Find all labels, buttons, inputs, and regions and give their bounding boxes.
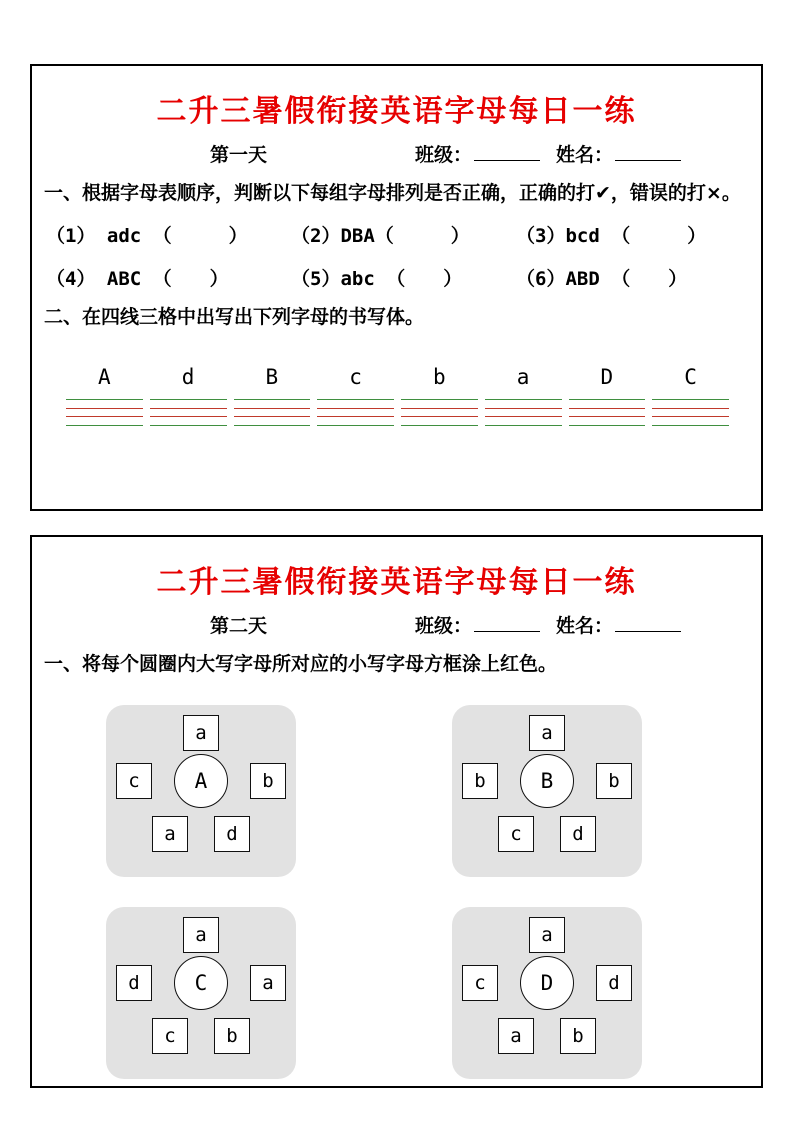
copy-letter: A (98, 364, 111, 389)
copy-column (150, 365, 227, 426)
writing-grid (401, 399, 478, 426)
copy-letter: C (684, 364, 697, 389)
task1-instruction: 一、将每个圆圈内大写字母所对应的小写字母方框涂上红色。 (44, 653, 558, 675)
writing-line (150, 416, 227, 417)
writing-line (317, 408, 394, 409)
writing-line (652, 399, 729, 400)
sheet-title: 二升三暑假衔接英语字母每日一练 (156, 565, 637, 600)
option-square: a (498, 1018, 534, 1054)
option-square: c (498, 816, 534, 852)
writing-grid (652, 399, 729, 426)
name-label: 姓名： (556, 615, 614, 637)
writing-line (234, 399, 311, 400)
name-blank (615, 615, 681, 632)
writing-line (317, 399, 394, 400)
writing-line (569, 416, 646, 417)
option-square: b (214, 1018, 250, 1054)
writing-line (150, 425, 227, 426)
writing-line (234, 408, 311, 409)
name-label: 姓名： (556, 144, 614, 166)
writing-grid (485, 399, 562, 426)
writing-line (401, 408, 478, 409)
writing-line (401, 425, 478, 426)
writing-line (66, 425, 143, 426)
writing-line (485, 425, 562, 426)
panel-bottom-row (498, 1018, 596, 1054)
writing-line (234, 425, 311, 426)
center-letter-circle: A (174, 754, 228, 808)
judge-item: （5）abc （ ） (291, 268, 463, 291)
subtitle-row (38, 611, 755, 638)
letter-panel-d (452, 907, 642, 1079)
panel-middle-row (452, 754, 642, 808)
option-square: a (529, 917, 565, 953)
writing-line (401, 416, 478, 417)
judge-item: （3）bcd （ ） (516, 225, 707, 248)
option-square: a (183, 715, 219, 751)
option-square: b (250, 763, 286, 799)
class-label: 班级： (415, 615, 473, 637)
writing-grid (150, 399, 227, 426)
writing-line (485, 408, 562, 409)
option-square: c (152, 1018, 188, 1054)
class-blank (474, 144, 540, 161)
writing-line (485, 399, 562, 400)
copy-letter: B (265, 364, 279, 389)
writing-line (150, 408, 227, 409)
judge-item: （1） adc （ ） (46, 225, 248, 248)
writing-line (569, 399, 646, 400)
judge-item: （6）ABD （ ） (516, 268, 688, 291)
option-square: b (462, 763, 498, 799)
option-square: d (214, 816, 250, 852)
panel-bottom-row (152, 816, 250, 852)
option-square: a (250, 965, 286, 1001)
task2-instruction: 二、在四线三格中出写出下列字母的书写体。 (44, 306, 425, 329)
worksheet-day2 (30, 535, 763, 1088)
option-square: a (152, 816, 188, 852)
judge-item: （4） ABC （ ） (46, 268, 229, 291)
writing-line (66, 408, 143, 409)
writing-grid (66, 399, 143, 426)
option-square: d (116, 965, 152, 1001)
day-label: 第一天 (210, 144, 268, 166)
writing-line (569, 425, 646, 426)
center-letter-circle: D (520, 956, 574, 1010)
writing-grid (234, 399, 311, 426)
judge-item: （2）DBA（ ） (291, 225, 470, 248)
day-label: 第二天 (210, 615, 268, 637)
letter-panel-b (452, 705, 642, 877)
copy-letter: c (349, 364, 362, 389)
center-letter-circle: B (520, 754, 574, 808)
writing-line (652, 416, 729, 417)
judge-items (46, 221, 755, 291)
option-square: c (462, 965, 498, 1001)
writing-line (150, 399, 227, 400)
copy-letter: d (181, 364, 195, 389)
writing-line (317, 416, 394, 417)
copy-letter: D (600, 364, 614, 389)
class-blank (474, 615, 540, 632)
panel-middle-row (106, 754, 296, 808)
name-blank (615, 144, 681, 161)
worksheet-day1 (30, 64, 763, 511)
copy-column (317, 365, 394, 426)
writing-line (401, 399, 478, 400)
option-square: a (529, 715, 565, 751)
writing-line (234, 416, 311, 417)
copy-column (485, 365, 562, 426)
writing-line (317, 425, 394, 426)
subtitle-row (38, 140, 755, 167)
center-letter-circle: C (174, 956, 228, 1010)
writing-line (66, 416, 143, 417)
copy-column (234, 365, 311, 426)
copy-letter: b (433, 364, 446, 389)
panel-middle-row (452, 956, 642, 1010)
letter-panel-a (106, 705, 296, 877)
option-square: b (596, 763, 632, 799)
writing-grid (569, 399, 646, 426)
class-label: 班级： (415, 144, 473, 166)
letter-panels (38, 705, 755, 1079)
panel-bottom-row (152, 1018, 250, 1054)
class-field (415, 611, 540, 638)
copy-letter: a (516, 364, 530, 389)
name-field (556, 140, 681, 167)
option-square: b (560, 1018, 596, 1054)
option-square: c (116, 763, 152, 799)
panel-middle-row (106, 956, 296, 1010)
task1-instruction: 一、根据字母表顺序，判断以下每组字母排列是否正确，正确的打✔，错误的打×。 (44, 182, 741, 204)
panel-bottom-row (498, 816, 596, 852)
writing-line (652, 425, 729, 426)
copy-area (66, 365, 729, 426)
class-field (415, 140, 540, 167)
letter-panel-c (106, 907, 296, 1079)
writing-line (652, 408, 729, 409)
writing-line (569, 408, 646, 409)
copy-column (66, 365, 143, 426)
copy-column (652, 365, 729, 426)
copy-column (569, 365, 646, 426)
copy-letters-row (66, 365, 729, 426)
name-field (556, 611, 681, 638)
option-square: d (596, 965, 632, 1001)
writing-grid (317, 399, 394, 426)
writing-line (485, 416, 562, 417)
sheet-title: 二升三暑假衔接英语字母每日一练 (156, 94, 637, 129)
option-square: a (183, 917, 219, 953)
option-square: d (560, 816, 596, 852)
copy-column (401, 365, 478, 426)
writing-line (66, 399, 143, 400)
